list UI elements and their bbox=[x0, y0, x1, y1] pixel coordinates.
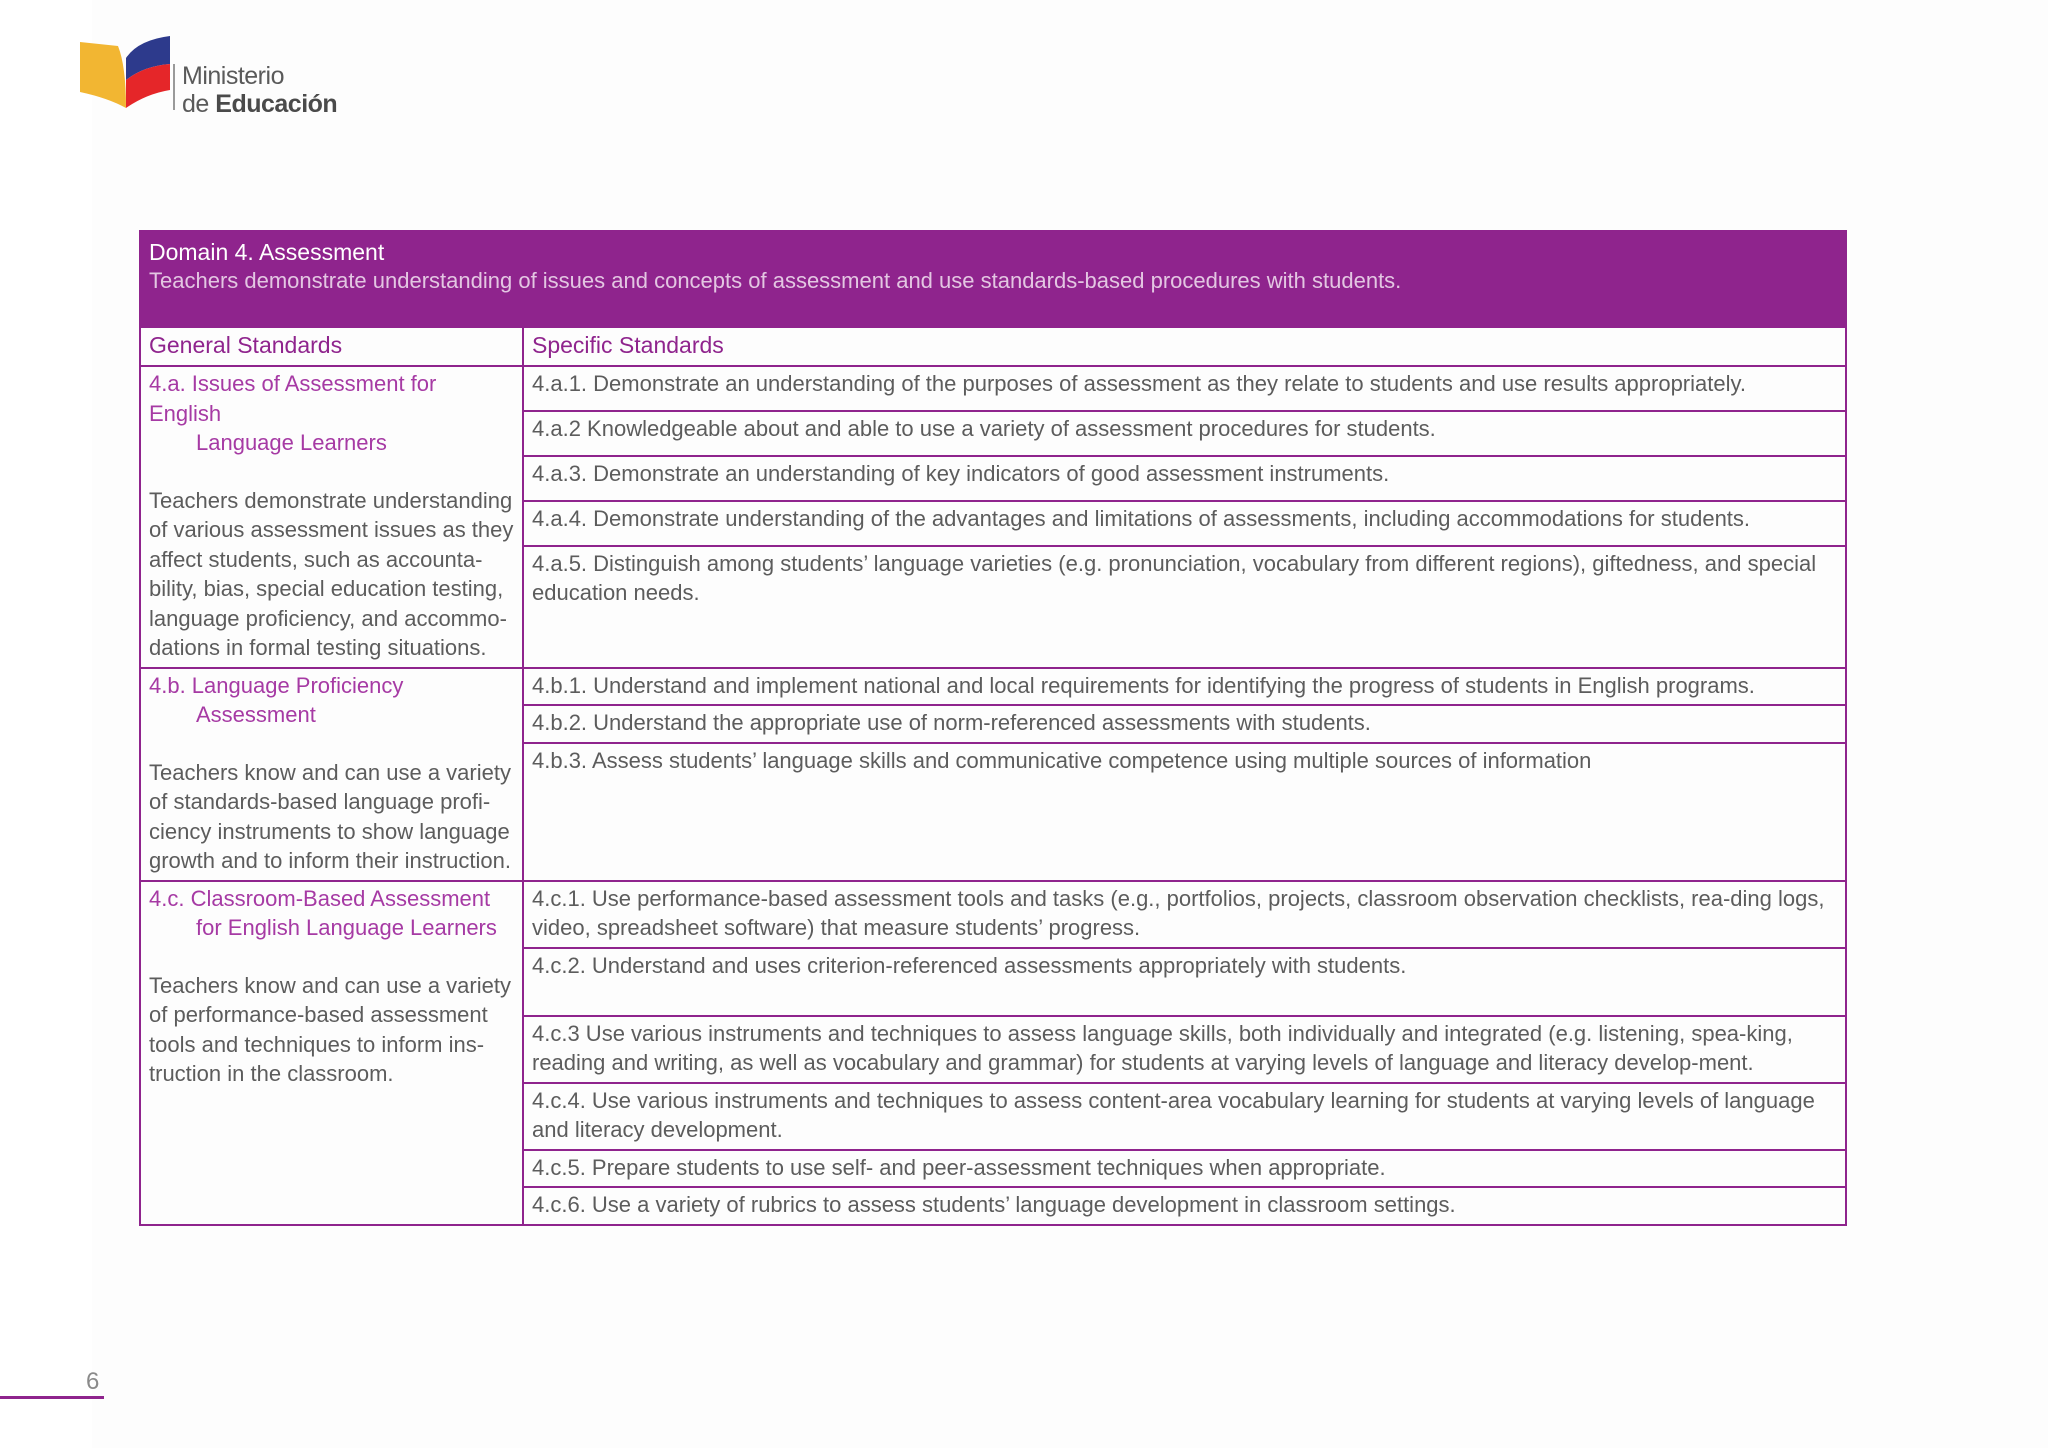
ministry-logo bbox=[78, 36, 338, 116]
specific-standard: 4.b.1. Understand and implement national and local requirements for identifying the progress of students in English programs. bbox=[523, 668, 1846, 706]
specific-standard: 4.c.4. Use various instruments and techniques to assess content-area vocabulary learning for students at varying levels of language and literacy development. bbox=[523, 1083, 1846, 1150]
heading-line: Assessment bbox=[196, 702, 316, 727]
general-standard-4c bbox=[140, 881, 523, 1225]
general-standard-description: Teachers know and can use a variety of standards-based language profi-ciency instruments to show language growth and to inform their instruction. bbox=[149, 759, 511, 873]
general-standard-4b bbox=[140, 668, 523, 881]
open-book-logo-icon bbox=[78, 36, 174, 116]
domain-header bbox=[139, 230, 1847, 326]
domain-description: Teachers demonstrate understanding of issues and concepts of assessment and use standards-based procedures with students. bbox=[149, 268, 1402, 293]
heading-line: for English Language Learners bbox=[196, 915, 497, 940]
specific-standard: 4.a.4. Demonstrate understanding of the advantages and limitations of assessments, including accommodations for students. bbox=[523, 501, 1846, 546]
specific-standard: 4.b.3. Assess students’ language skills and communicative competence using multiple sources of information bbox=[523, 743, 1846, 881]
specific-standard: 4.c.6. Use a variety of rubrics to assess students’ language development in classroom settings. bbox=[523, 1187, 1846, 1225]
general-standard-heading bbox=[149, 371, 514, 458]
logo-text bbox=[182, 62, 337, 118]
page-number: 6 bbox=[86, 1368, 100, 1395]
logo-line2-bold: Educación bbox=[215, 90, 338, 118]
general-standard-description: Teachers know and can use a variety of performance-based assessment tools and techniques to inform ins-truction in the classroom. bbox=[149, 972, 511, 1086]
domain-title: Domain 4. Assessment bbox=[149, 239, 385, 265]
logo-line2 bbox=[182, 90, 337, 118]
specific-standard: 4.a.2 Knowledgeable about and able to use a variety of assessment procedures for students. bbox=[523, 411, 1846, 456]
specific-standard: 4.a.3. Demonstrate an understanding of key indicators of good assessment instruments. bbox=[523, 456, 1846, 501]
general-standard-4a bbox=[140, 366, 523, 668]
general-standards-header: General Standards bbox=[140, 327, 523, 366]
heading-line: 4.a. Issues of Assessment for English bbox=[149, 371, 437, 426]
table-row bbox=[140, 881, 1846, 948]
heading-line: 4.c. Classroom-Based Assessment bbox=[149, 885, 491, 911]
specific-standard: 4.c.5. Prepare students to use self- and peer-assessment techniques when appropriate. bbox=[523, 1150, 1846, 1188]
logo-line2-prefix: de bbox=[182, 90, 216, 118]
specific-standard: 4.b.2. Understand the appropriate use of norm-referenced assessments with students. bbox=[523, 705, 1846, 743]
general-standard-description: Teachers demonstrate understanding of various assessment issues as they affect students, such as accounta-bility, bias, special education testing, language proficiency, and accommo-dations in formal testing situations. bbox=[149, 487, 514, 660]
page-number-underline bbox=[0, 1396, 104, 1399]
specific-standard: 4.a.5. Distinguish among students’ language varieties (e.g. pronunciation, vocabulary from different regions), giftedness, and special education needs. bbox=[523, 546, 1846, 668]
specific-standards-header: Specific Standards bbox=[523, 327, 1846, 366]
table-header-row bbox=[140, 327, 1846, 366]
logo-divider bbox=[173, 64, 175, 110]
specific-standard: 4.a.1. Demonstrate an understanding of the purposes of assessment as they relate to students and use results appropriately. bbox=[523, 366, 1846, 411]
general-standard-heading bbox=[149, 886, 514, 943]
heading-line: 4.b. Language Proficiency bbox=[149, 672, 404, 698]
table-row bbox=[140, 366, 1846, 411]
table-row bbox=[140, 668, 1846, 706]
logo-line1: Ministerio bbox=[182, 62, 284, 90]
general-standard-heading bbox=[149, 673, 514, 730]
specific-standard: 4.c.1. Use performance-based assessment tools and tasks (e.g., portfolios, projects, classroom observation checklists, rea-ding logs, video, spreadsheet software) that measure students’ progress. bbox=[523, 881, 1846, 948]
specific-standard: 4.c.2. Understand and uses criterion-referenced assessments appropriately with students. bbox=[523, 948, 1846, 1016]
heading-line: Language Learners bbox=[196, 430, 387, 455]
standards-table bbox=[139, 326, 1847, 1226]
standards-table-container bbox=[139, 230, 1847, 1226]
specific-standard: 4.c.3 Use various instruments and techniques to assess language skills, both individually and integrated (e.g. listening, spea-king, reading and writing, as well as vocabulary and grammar) for students at varying levels of language and literacy develop-ment. bbox=[523, 1016, 1846, 1083]
